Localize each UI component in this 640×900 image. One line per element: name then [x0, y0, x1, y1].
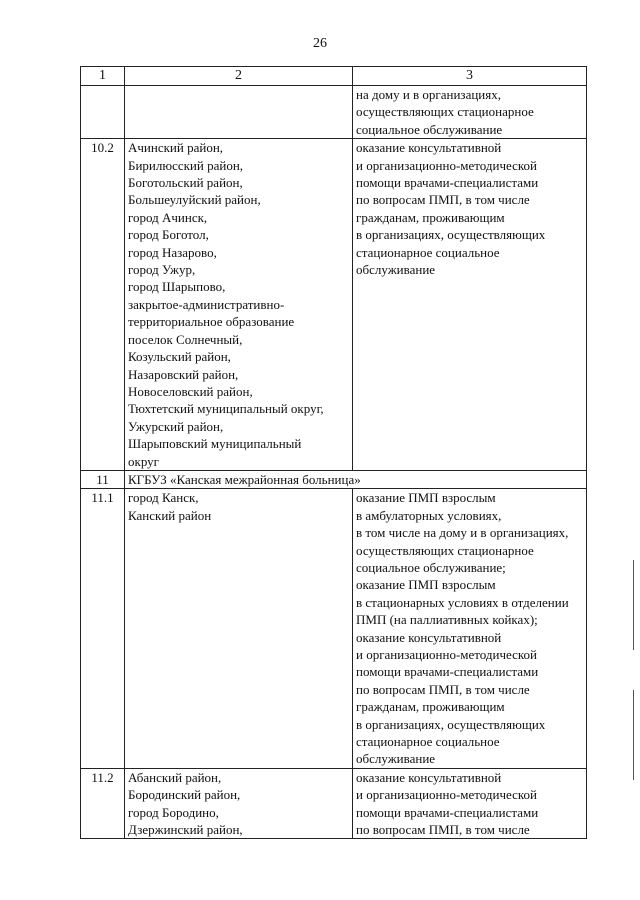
service-cell: [353, 139, 587, 471]
service-line: ПМП (на паллиативных койках);: [356, 612, 538, 628]
table-row: [81, 470, 587, 488]
service-line: в организациях, осуществляющих: [356, 227, 546, 243]
table-row: [81, 489, 587, 769]
service-line: обслуживание: [356, 751, 436, 767]
scan-edge-mark: [633, 690, 634, 780]
service-line: в организациях, осуществляющих: [356, 716, 546, 732]
service-line: социальное обслуживание;: [356, 559, 506, 575]
area-line: Назаровский район,: [128, 366, 239, 382]
service-line: в том числе на дому и в организациях,: [356, 525, 569, 541]
header-cell-3: 3: [353, 67, 587, 86]
service-line: по вопросам ПМП, в том числе: [356, 822, 530, 838]
area-cell: [125, 139, 353, 471]
row-number: [81, 86, 125, 139]
header-cell-2: 2: [125, 67, 353, 86]
institution-name: КГБУЗ «Канская межрайонная больница»: [125, 470, 587, 488]
area-line: Боготольский район,: [128, 175, 243, 191]
service-line: в амбулаторных условиях,: [356, 507, 502, 523]
service-line: оказание консультативной: [356, 769, 502, 785]
service-line: оказание ПМП взрослым: [356, 577, 496, 593]
area-line: округ: [128, 453, 159, 469]
service-line: и организационно-методической: [356, 647, 538, 662]
service-line: гражданам, проживающим: [356, 699, 505, 715]
service-line: социальное обслуживание: [356, 121, 503, 137]
area-line: Дзержинский район,: [128, 822, 243, 838]
area-line: Абанский район,: [128, 769, 222, 785]
service-cell: [353, 86, 587, 139]
row-number: 10.2: [81, 139, 125, 471]
area-line: город Ачинск,: [128, 209, 208, 225]
medical-districts-table: [80, 66, 587, 839]
area-line: Козульский район,: [128, 349, 231, 365]
area-line: Бородинский район,: [128, 787, 241, 803]
area-line: Бирилюсский район,: [128, 157, 244, 173]
area-line: город Боготол,: [128, 227, 209, 243]
service-line: оказание консультативной: [356, 629, 502, 645]
area-line: город Ужур,: [128, 262, 196, 278]
service-line: помощи врачами-специалистами: [356, 804, 539, 820]
area-line: Канский район: [128, 507, 212, 523]
service-line: и организационно-методической: [356, 157, 538, 173]
table-row: [81, 768, 587, 839]
area-line: Ачинский район,: [128, 140, 224, 156]
table-header-row: [81, 67, 587, 86]
scan-edge-mark: [633, 560, 634, 650]
service-line: оказание ПМП взрослым: [356, 490, 496, 506]
page-number: 26: [313, 36, 327, 51]
row-number: 11: [81, 470, 125, 488]
row-number: 11.2: [81, 768, 125, 839]
service-line: стационарное социальное: [356, 734, 500, 750]
area-line: Шарыповский муниципальный: [128, 436, 302, 452]
area-cell: [125, 489, 353, 769]
service-line: на дому и в организациях,: [356, 87, 501, 102]
header-cell-1: 1: [81, 67, 125, 86]
area-line: город Канск,: [128, 490, 199, 506]
service-line: по вопросам ПМП, в том числе: [356, 192, 530, 208]
service-line: обслуживание: [356, 262, 436, 278]
service-cell: [353, 768, 587, 839]
area-line: город Назарово,: [128, 244, 217, 260]
service-line: гражданам, проживающим: [356, 209, 505, 225]
area-cell: [125, 86, 353, 139]
service-line: осуществляющих стационарное: [356, 542, 534, 558]
area-cell: [125, 768, 353, 839]
service-line: помощи врачами-специалистами: [356, 175, 539, 191]
area-line: Ужурский район,: [128, 418, 224, 434]
area-line: город Шарыпово,: [128, 279, 226, 295]
area-line: Большеулуйский район,: [128, 192, 261, 208]
service-line: оказание консультативной: [356, 140, 502, 156]
row-number: 11.1: [81, 489, 125, 769]
area-line: Тюхтетский муниципальный округ,: [128, 401, 324, 417]
area-line: город Бородино,: [128, 804, 219, 820]
service-line: помощи врачами-специалистами: [356, 664, 539, 680]
area-line: поселок Солнечный,: [128, 331, 243, 347]
service-line: и организационно-методической: [356, 787, 538, 803]
service-line: по вопросам ПМП, в том числе: [356, 681, 530, 697]
service-line: стационарное социальное: [356, 244, 500, 260]
area-line: территориальное образование: [128, 314, 295, 330]
service-line: осуществляющих стационарное: [356, 104, 534, 120]
table-row: [81, 86, 587, 139]
area-line: закрытое-административно-: [128, 296, 285, 312]
area-line: Новоселовский район,: [128, 383, 253, 399]
service-cell: [353, 489, 587, 769]
table-row: [81, 139, 587, 471]
service-line: в стационарных условиях в отделении: [356, 594, 569, 610]
